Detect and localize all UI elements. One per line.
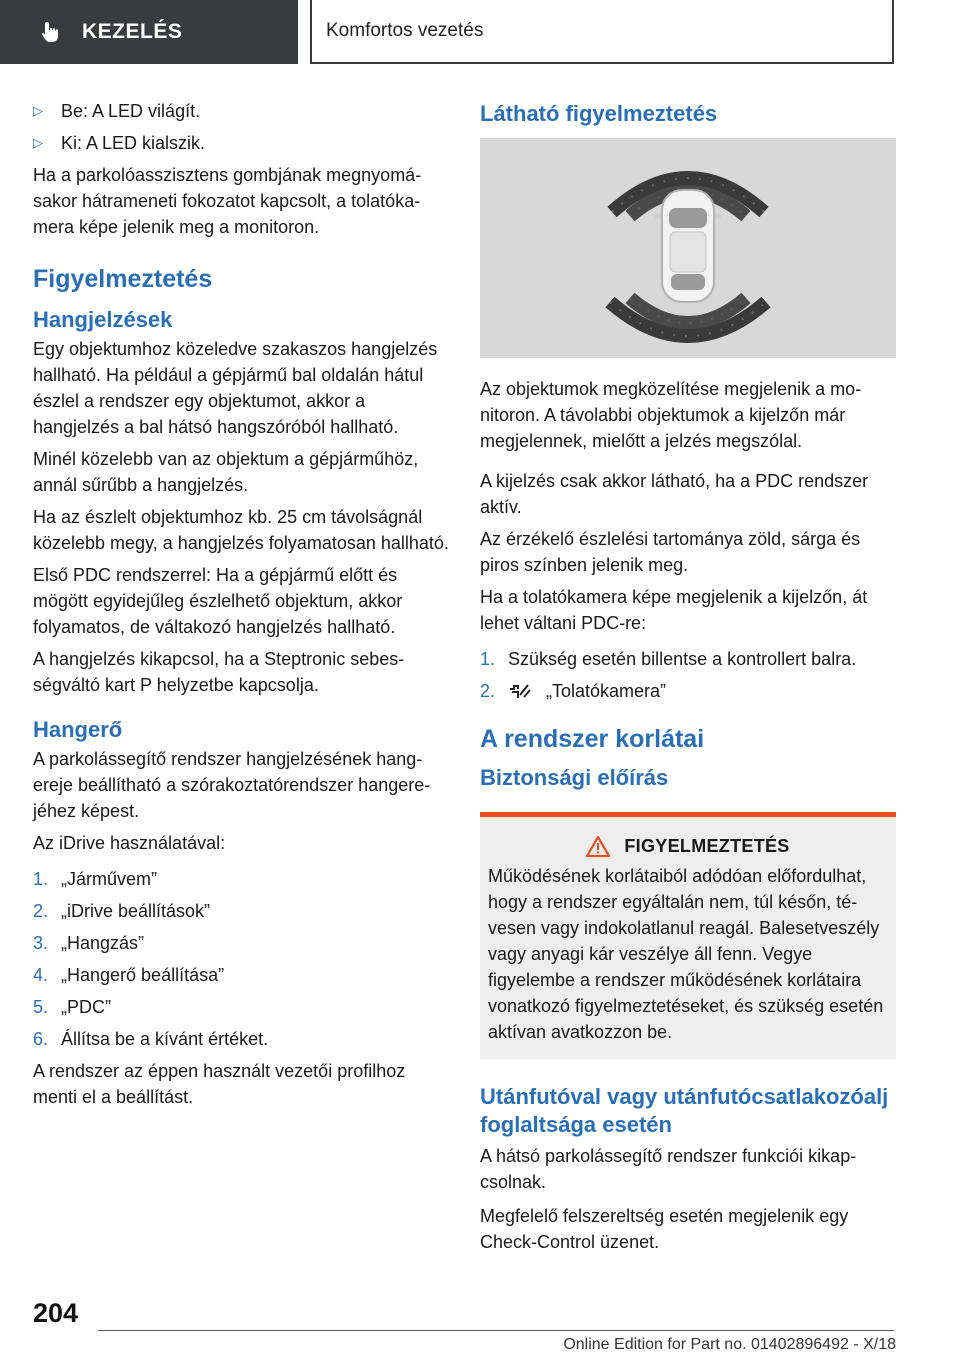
paragraph: Minél közelebb van az objektum a gépjárműhöz, annál sűrűbb a hangjelzés. (33, 449, 419, 495)
step-text: „Járművem” (61, 869, 158, 889)
warning-text: Működésének korlátaiból adódóan előfordulhat, hogy a rendszer egyáltalán nem, túl későn, tévesen vagy indokolatlanul reagál. Balesetveszély vagy anyagi kár veszélye áll fenn. Vegye figyelembe a rendszer működésének korlátaira vonatkozó figyelmeztetéseket, és szükség esetén aktívan avatkozzon be. (488, 866, 884, 1042)
list-item-text: Be: A LED világít. (61, 101, 201, 121)
paragraph: A kijelzés csak akkor látható, ha a PDC rendszer aktív. (480, 471, 869, 517)
step-text: „iDrive beállítások” (61, 901, 211, 921)
step-item (33, 994, 451, 1020)
paragraph: Egy objektumhoz közeledve szakaszos hangjelzés hallható. Ha például a gépjármű bal oldalán hátul észlel a rendszer egy objektumot, akkor a hangjelzés a bal hátsó hangszóróból hallható. (33, 339, 438, 437)
pdc-display-illustration (480, 138, 896, 358)
paragraph: A hátsó parkolássegítő rendszer funkciói kikapcsolnak. (480, 1146, 857, 1192)
step-item (480, 678, 896, 704)
paragraph: A rendszer az éppen használt vezetői profilhoz menti el a beállítást. (33, 1061, 406, 1107)
step-number: 3. (33, 933, 49, 953)
heading-biztonsagi-eloiras: Biztonsági előírás (480, 765, 669, 790)
right-column (480, 98, 896, 1261)
section-title: KEZELÉS (82, 20, 183, 43)
hand-pointer-icon (38, 19, 64, 45)
warning-box (480, 812, 896, 1059)
step-item (33, 930, 451, 956)
heading-utanfuto: Utánfutóval vagy utánfutócsatlakozóalj foglaltsága esetén (480, 1084, 889, 1137)
warning-title: FIGYELMEZTETÉS (624, 835, 790, 856)
step-number: 1. (33, 869, 49, 889)
car-sensor-graphic (480, 138, 896, 358)
heading-rendszer-korlatai: A rendszer korlátai (480, 725, 705, 753)
paragraph: Ha az észlelt objektumhoz kb. 25 cm távolságnál közelebb megy, a hangjelzés folyamatosan hallható. (33, 507, 449, 553)
triangle-bullet-icon: ▷ (33, 135, 43, 150)
paragraph: Az objektumok megközelítése megjelenik a monitoron. A távolabbi objektumok a kijelzőn már megjelennek, mielőtt a jelzés megszólal. (480, 379, 862, 451)
paragraph: Ha a parkolóasszisztens gombjának megnyomásakor hátrameneti fokozatot kapcsolt, a tolatókamera képe jelenik meg a monitoron. (33, 165, 422, 237)
step-number: 2. (480, 681, 496, 701)
heading-hangjelzesek: Hangjelzések (33, 307, 173, 332)
step-number: 1. (480, 649, 496, 669)
step-number: 2. (33, 901, 49, 921)
step-number: 4. (33, 965, 49, 985)
list-item (33, 130, 451, 156)
step-text: „Hangerő beállítása” (61, 965, 225, 985)
heading-hangero: Hangerő (33, 717, 123, 742)
heading-figyelmeztetes: Figyelmeztetés (33, 265, 213, 293)
step-text: „Tolatókamera” (546, 681, 667, 701)
step-item (33, 962, 451, 988)
paragraph: Első PDC rendszerrel: Ha a gépjármű előtt és mögött egyidejűleg észlelhető objektum, akkor folyamatos, de váltakozó hangjelzés hallható. (33, 565, 403, 637)
paragraph: Az iDrive használatával: (33, 833, 226, 853)
warning-triangle-icon (586, 835, 610, 857)
warning-header (488, 835, 888, 857)
paragraph: A parkolássegítő rendszer hangjelzésének hangereje beállítható a szórakoztatórendszer hangerejéhez képest. (33, 749, 431, 821)
rear-camera-icon (508, 681, 532, 701)
left-column (33, 98, 451, 1116)
list-item (33, 98, 451, 124)
step-number: 6. (33, 1029, 49, 1049)
edition-note: Online Edition for Part no. 01402896492 - X/18 (563, 1336, 896, 1353)
chapter-title: Komfortos vezetés (326, 20, 484, 41)
step-text: „PDC” (61, 997, 111, 1017)
step-text: „Hangzás” (61, 933, 145, 953)
step-item (480, 646, 896, 672)
step-item (33, 898, 451, 924)
step-number: 5. (33, 997, 49, 1017)
step-text: Állítsa be a kívánt értéket. (61, 1029, 269, 1049)
paragraph: Megfelelő felszereltség esetén megjelenik egy Check-Control üzenet. (480, 1206, 849, 1252)
heading-lathato-figyelmeztetes: Látható figyelmeztetés (480, 101, 718, 126)
page-number: 204 (33, 1298, 79, 1328)
paragraph: Az érzékelő észlelési tartománya zöld, sárga és piros színben jelenik meg. (480, 529, 861, 575)
footer-divider (98, 1330, 894, 1331)
chapter-header (310, 0, 894, 64)
triangle-bullet-icon: ▷ (33, 103, 43, 118)
step-text: Szükség esetén billentse a kontrollert balra. (508, 649, 857, 669)
section-tab (0, 0, 298, 64)
step-item (33, 1026, 451, 1052)
paragraph: Ha a tolatókamera képe megjelenik a kijelzőn, át lehet váltani PDC-re: (480, 587, 868, 633)
paragraph: A hangjelzés kikapcsol, ha a Steptronic sebességváltó kart P helyzetbe kapcsolja. (33, 649, 405, 695)
step-item (33, 866, 451, 892)
list-item-text: Ki: A LED kialszik. (61, 133, 206, 153)
